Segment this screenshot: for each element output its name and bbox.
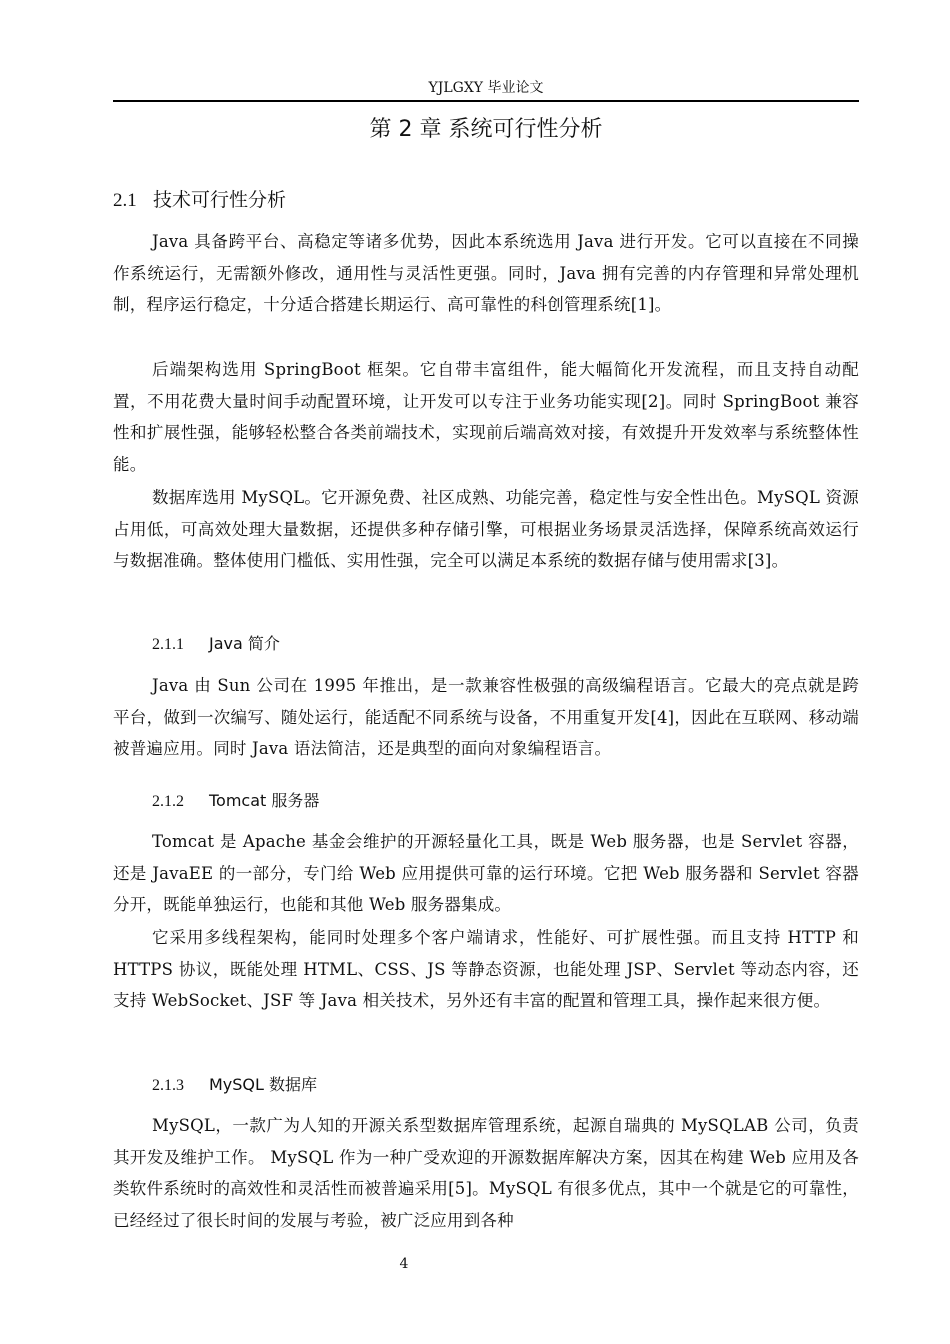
paragraph-mysql-choice: 数据库选用 MySQL。它开源免费、社区成熟、功能完善，稳定性与安全性出色。MySQL 资源占用低，可高效处理大量数据，还提供多种存储引擎，可根据业务场景灵活选择，保障系统高效运行与数据准确。整体使用门槛低、实用性强，完全可以满足本系统的数据存储与使用需求[3]。 bbox=[113, 488, 859, 570]
paragraph-mysql-db: MySQL，一款广为人知的开源关系型数据库管理系统，起源自瑞典的 MySQLAB 公司，负责其开发及维护工作。 MySQL 作为一种广受欢迎的开源数据库解决方案，因其在构建 Web 应用及各类软件系统时的高效性和灵活性而被普遍采用[5]。MySQL 有很多优点，其中一个就是它的可靠性，已经经过了很长时间的发展与考验，被广泛应用到各种 bbox=[113, 1116, 859, 1230]
paragraph-java-intro: Java 由 Sun 公司在 1995 年推出，是一款兼容性极强的高级编程语言。它最大的亮点就是跨平台，做到一次编写、随处运行，能适配不同系统与设备，不用重复开发[4]，因此在互联网、移动端被普遍应用。同时 Java 语法简洁，还是典型的面向对象编程语言。 bbox=[113, 676, 859, 758]
paragraph-tomcat-1: Tomcat 是 Apache 基金会维护的开源轻量化工具，既是 Web 服务器，也是 Servlet 容器，还是 JavaEE 的一部分，专门给 Web 应用提供可靠的运行环境。它把 Web 服务器和 Servlet 容器分开，既能单独运行，也能和其他 Web 服务器集成。 bbox=[113, 832, 859, 914]
subsection-heading-java bbox=[152, 632, 280, 657]
subsection-title: MySQL 数据库 bbox=[209, 1075, 318, 1094]
subsection-number: 2.1.1 bbox=[152, 636, 184, 653]
page-number: 4 bbox=[399, 1256, 409, 1272]
subsection-title: Tomcat 服务器 bbox=[209, 791, 320, 810]
section-title: 技术可行性分析 bbox=[153, 189, 287, 211]
subsection-heading-tomcat bbox=[152, 789, 319, 814]
paragraph-java-choice: Java 具备跨平台、高稳定等诸多优势，因此本系统选用 Java 进行开发。它可以直接在不同操作系统运行，无需额外修改，通用性与灵活性更强。同时，Java 拥有完善的内存管理和异常处理机制，程序运行稳定，十分适合搭建长期运行、高可靠性的科创管理系统[1]。 bbox=[113, 232, 859, 314]
paragraph-springboot: 后端架构选用 SpringBoot 框架。它自带丰富组件，能大幅简化开发流程，而且支持自动配置，不用花费大量时间手动配置环境，让开发可以专注于业务功能实现[2]。同时 SpringBoot 兼容性和扩展性强，能够轻松整合各类前端技术，实现前后端高效对接，有效提升开发效率与系统整体性能。 bbox=[113, 360, 859, 474]
chapter-title: 第 2 章 系统可行性分析 bbox=[369, 117, 603, 142]
paragraph-tomcat-2: 它采用多线程架构，能同时处理多个客户端请求，性能好、可扩展性强。而且支持 HTTP 和 HTTPS 协议，既能处理 HTML、CSS、JS 等静态资源，也能处理 JSP、Servlet 等动态内容，还支持 WebSocket、JSF 等 Java 相关技术，另外还有丰富的配置和管理工具，操作起来很方便。 bbox=[113, 928, 859, 1010]
subsection-title: Java 简介 bbox=[209, 634, 280, 653]
section-number: 2.1 bbox=[113, 190, 137, 211]
section-heading bbox=[113, 186, 286, 215]
subsection-number: 2.1.2 bbox=[152, 793, 184, 810]
subsection-number: 2.1.3 bbox=[152, 1077, 184, 1094]
subsection-heading-mysql bbox=[152, 1073, 317, 1098]
header-rule bbox=[113, 100, 859, 102]
running-header: YJLGXY 毕业论文 bbox=[428, 80, 544, 96]
